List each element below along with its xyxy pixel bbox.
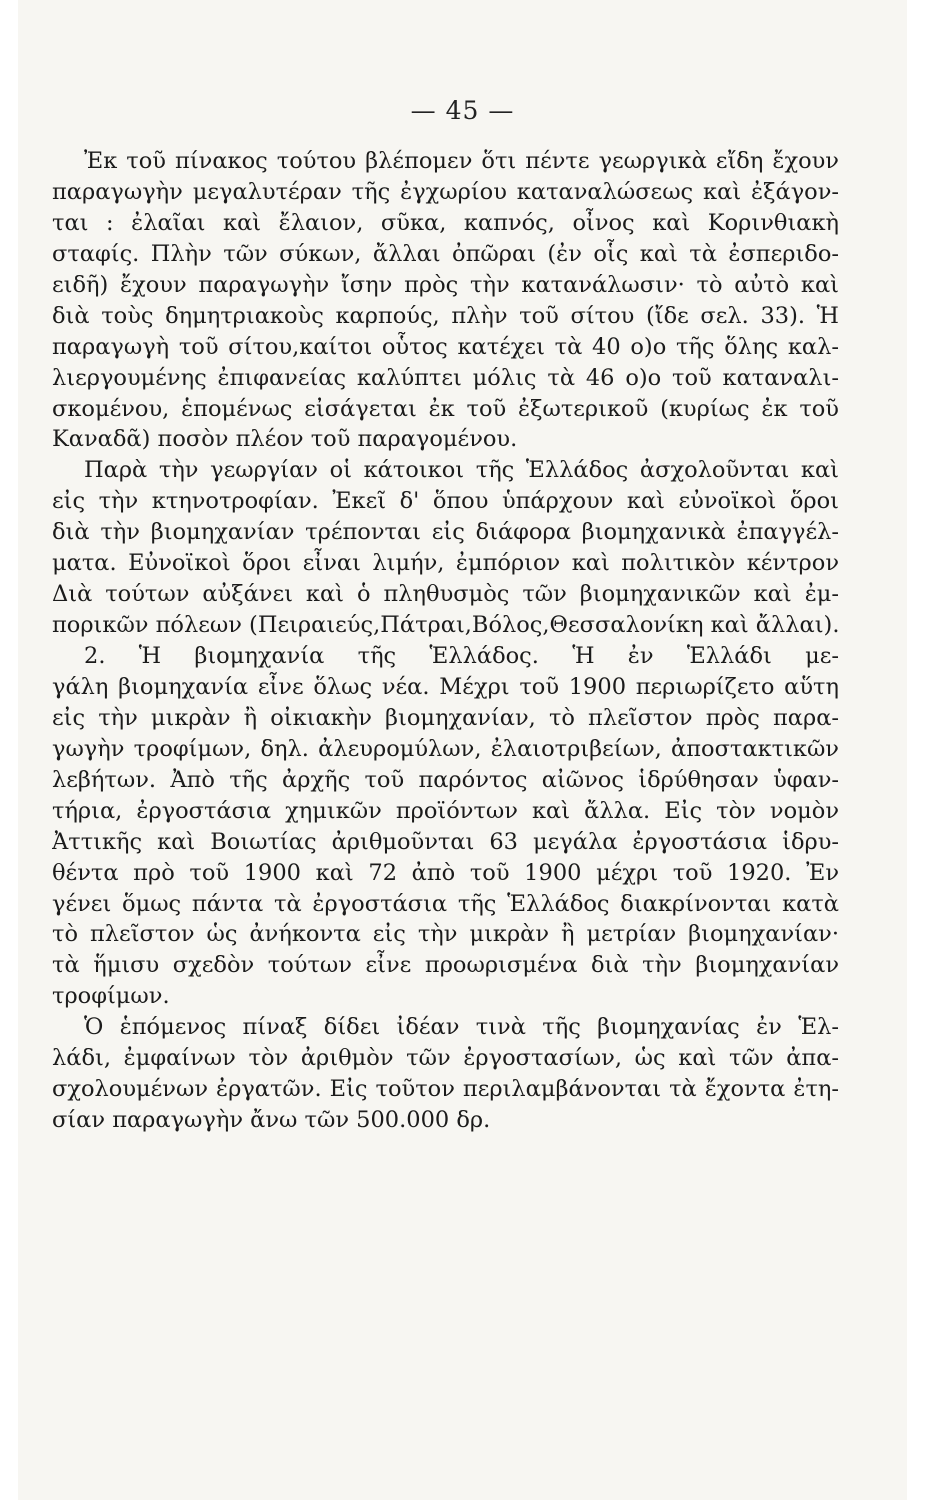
text-line: ται : ἐλαῖαι καὶ ἔλαιον, σῦκα, καπνός, οἶνος καὶ Κορινθιακὴ xyxy=(52,209,839,236)
book-page xyxy=(18,0,907,1500)
text-line: θέντα πρὸ τοῦ 1900 καὶ 72 ἀπὸ τοῦ 1900 μέχρι τοῦ 1920. Ἐν xyxy=(52,859,839,886)
text-line: σκομένου, ἑπομένως εἰσάγεται ἐκ τοῦ ἐξωτερικοῦ (κυρίως ἐκ τοῦ xyxy=(52,395,839,422)
paragraph-livestock-industry xyxy=(52,455,839,641)
text-line: Παρὰ τὴν γεωργίαν οἱ κάτοικοι τῆς Ἑλλάδος ἀσχολοῦνται καὶ xyxy=(84,457,839,484)
body-text xyxy=(52,146,839,1136)
text-line: εἰς τὴν κτηνοτροφίαν. Ἐκεῖ δ' ὅπου ὑπάρχουν καὶ εὐνοϊκοὶ ὅροι xyxy=(52,488,839,515)
text-line: γένει ὅμως πάντα τὰ ἐργοστάσια τῆς Ἑλλάδος διακρίνονται κατὰ xyxy=(52,890,839,917)
text-line: διὰ τὴν βιομηχανίαν τρέπονται εἰς διάφορα βιομηχανικὰ ἐπαγγέλ- xyxy=(52,519,839,546)
text-line: τροφίμων. xyxy=(52,983,170,1010)
text-line: πορικῶν πόλεων (Πειραιεύς,Πάτραι,Βόλος,Θεσσαλονίκη καὶ ἄλλαι). xyxy=(52,612,839,639)
text-line: εἰς τὴν μικρὰν ἢ οἰκιακὴν βιομηχανίαν, τὸ πλεῖστον πρὸς παρα- xyxy=(52,704,839,731)
text-line: σχολουμένων ἐργατῶν. Εἰς τοῦτον περιλαμβάνονται τὰ ἔχοντα ἐτη- xyxy=(52,1076,839,1103)
text-line: λιεργουμένης ἐπιφανείας καλύπτει μόλις τὰ 46 ο)ο τοῦ καταναλι- xyxy=(52,364,839,391)
text-line: τὰ ἥμισυ σχεδὸν τούτων εἶνε προωρισμένα διὰ τὴν βιομηχανίαν xyxy=(52,952,839,979)
text-line: παραγωγὴ τοῦ σίτου,καίτοι οὗτος κατέχει τὰ 40 ο)ο τῆς ὅλης καλ- xyxy=(52,333,839,360)
paragraph-imports-exports xyxy=(52,146,839,455)
text-line: γωγὴν τροφίμων, δηλ. ἀλευρομύλων, ἐλαιοτριβείων, ἀποστακτικῶν xyxy=(52,735,839,762)
text-line: γάλη βιομηχανία εἶνε ὅλως νέα. Μέχρι τοῦ 1900 περιωρίζετο αὕτη xyxy=(52,673,839,700)
text-line: Διὰ τούτων αὐξάνει καὶ ὁ πληθυσμὸς τῶν βιομηχανικῶν καὶ ἐμ- xyxy=(52,581,839,608)
text-line: λεβήτων. Ἀπὸ τῆς ἀρχῆς τοῦ παρόντος αἰῶνος ἱδρύθησαν ὑφαν- xyxy=(52,766,839,793)
text-line: Καναδᾶ) ποσὸν πλέον τοῦ παραγομένου. xyxy=(52,426,518,453)
text-line: Ἀττικῆς καὶ Βοιωτίας ἀριθμοῦνται 63 μεγάλα ἐργοστάσια ἱδρυ- xyxy=(52,828,839,855)
text-line: σίαν παραγωγὴν ἄνω τῶν 500.000 δρ. xyxy=(52,1107,491,1134)
text-line: σταφίς. Πλὴν τῶν σύκων, ἄλλαι ὀπῶραι (ἐν οἷς καὶ τὰ ἐσπεριδο- xyxy=(52,240,839,267)
text-line: διὰ τοὺς δημητριακοὺς καρπούς, πλὴν τοῦ σίτου (ἴδε σελ. 33). Ἡ xyxy=(52,302,839,329)
paragraph-table-intro xyxy=(52,1012,839,1136)
text-line: ματα. Εὐνοϊκοὶ ὅροι εἶναι λιμήν, ἐμπόριον καὶ πολιτικὸν κέντρον xyxy=(52,550,839,577)
text-line: Ὁ ἑπόμενος πίναξ δίδει ἰδέαν τινὰ τῆς βιομηχανίας ἐν Ἑλ- xyxy=(84,1014,839,1041)
text-line: ειδῆ) ἔχουν παραγωγὴν ἴσην πρὸς τὴν κατανάλωσιν· τὸ αὐτὸ καὶ xyxy=(52,271,839,298)
page-number: — 45 — xyxy=(410,96,515,125)
section-heading-line: 2. Ἡ βιομηχανία τῆς Ἑλλάδος. Ἡ ἐν Ἑλλάδι με- xyxy=(84,643,839,669)
text-line: Ἐκ τοῦ πίνακος τούτου βλέπομεν ὅτι πέντε γεωργικὰ εἴδη ἔχουν xyxy=(84,148,839,174)
text-line: τὸ πλεῖστον ὡς ἀνήκοντα εἰς τὴν μικρὰν ἢ μετρίαν βιομηχανίαν· xyxy=(52,921,839,948)
text-line: παραγωγὴν μεγαλυτέραν τῆς ἐγχωρίου καταναλώσεως καὶ ἐξάγον- xyxy=(52,178,839,205)
text-line: τήρια, ἐργοστάσια χημικῶν προϊόντων καὶ ἄλλα. Εἰς τὸν νομὸν xyxy=(52,797,839,824)
text-line: λάδι, ἐμφαίνων τὸν ἀριθμὸν τῶν ἐργοστασίων, ὡς καὶ τῶν ἀπα- xyxy=(52,1045,839,1072)
section-greek-industry xyxy=(52,641,839,1012)
